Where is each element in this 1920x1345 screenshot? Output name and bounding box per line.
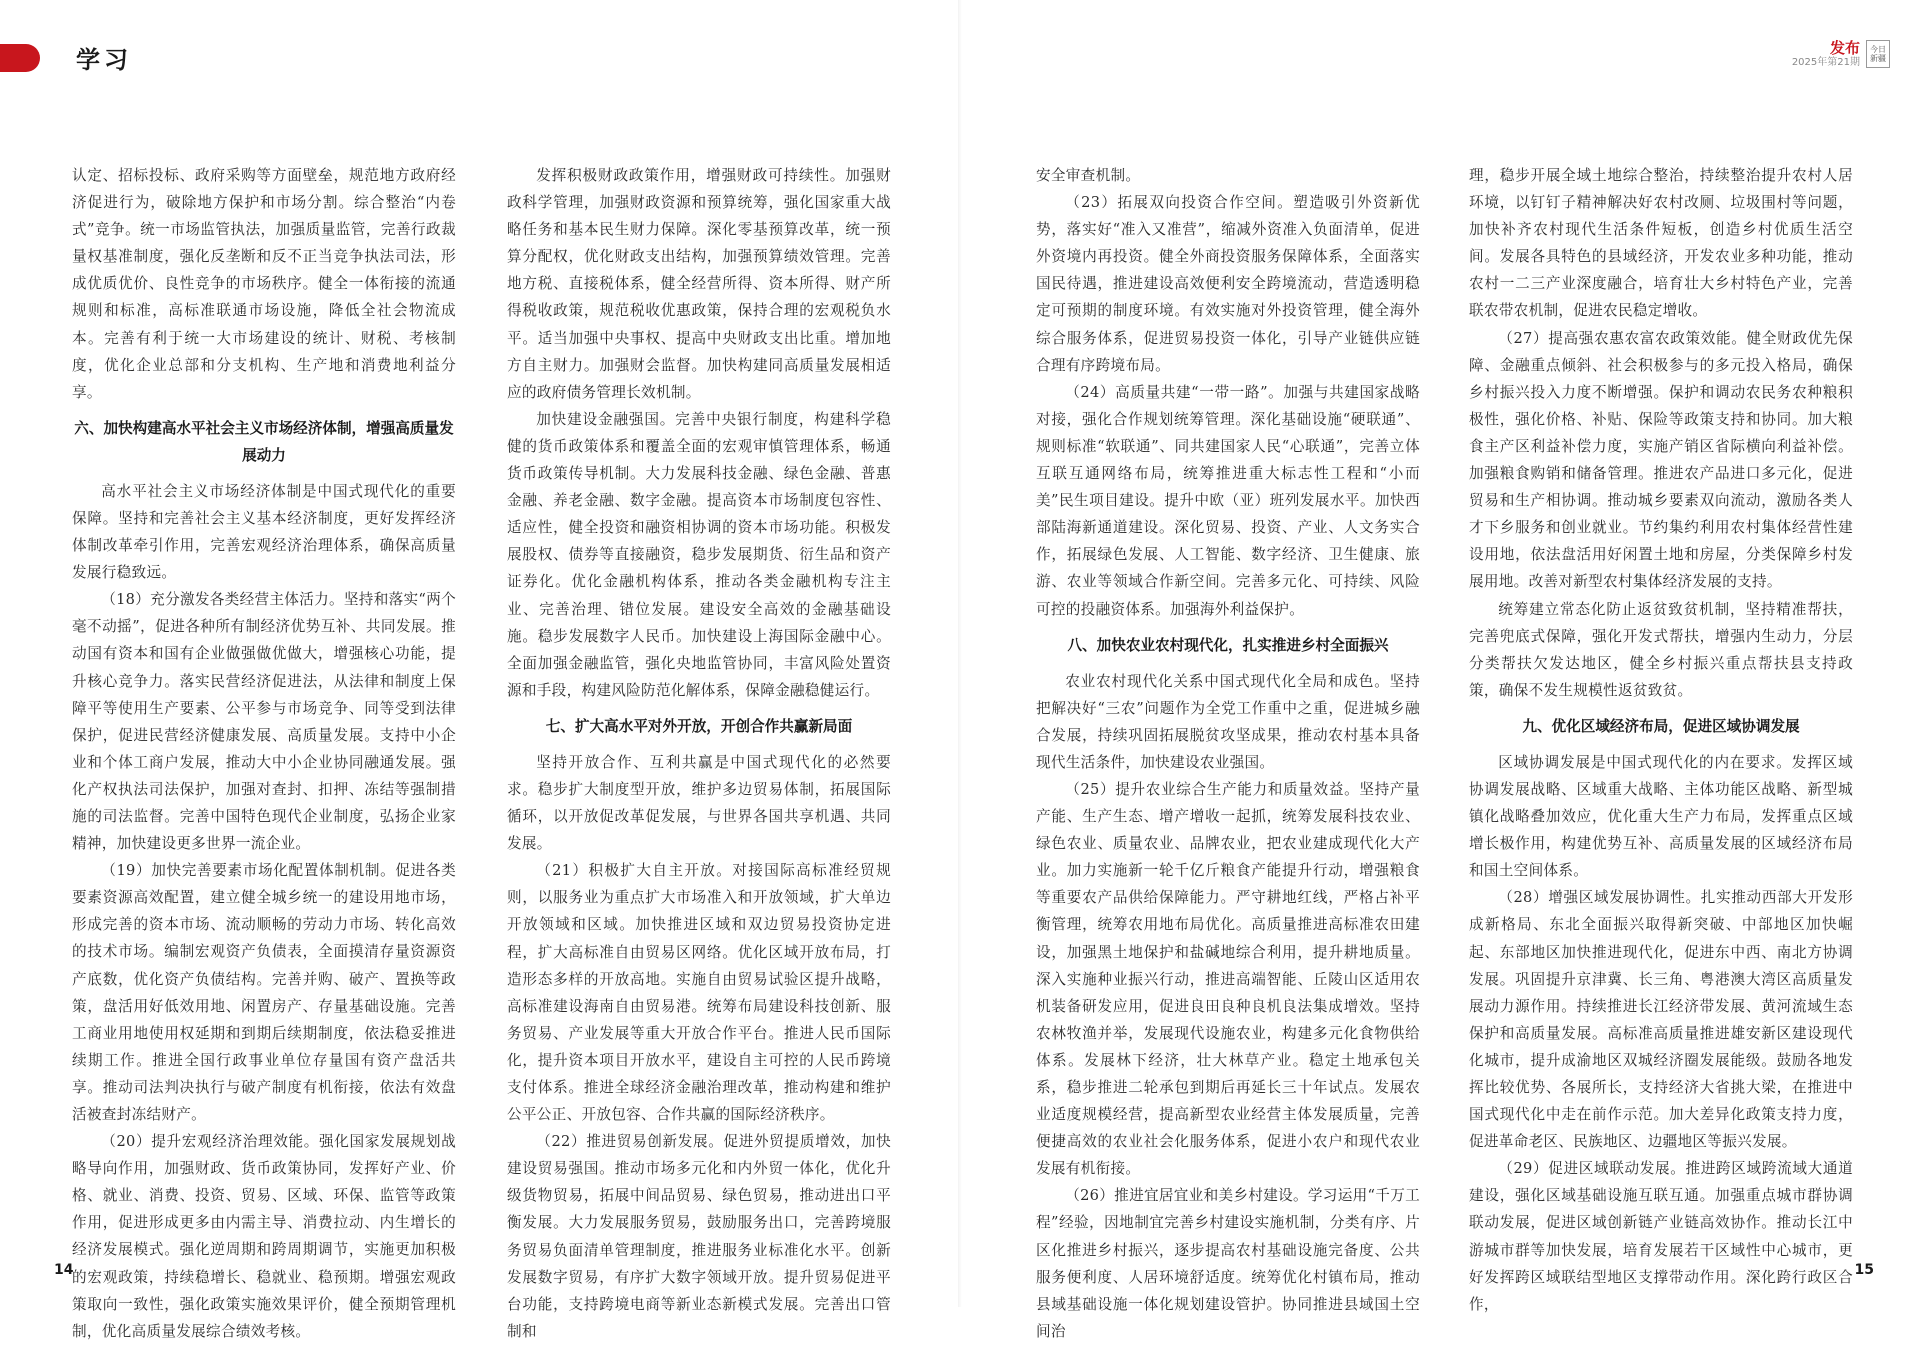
paragraph: 加快建设金融强国。完善中央银行制度，构建科学稳健的货币政策体系和覆盖全面的宏观审慎管理体系，畅通货币政策传导机制。大力发展科技金融、绿色金融、普惠金融、养老金融、数字金融。提高资本市场制度包容性、适应性，健全投资和融资相协调的资本市场功能。积极发展股权、债券等直接融资，稳步发展期货、衍生品和资产证券化。优化金融机构体系，推动各类金融机构专注主业、完善治理、错位发展。建设安全高效的金融基础设施。稳步发展数字人民币。加快建设上海国际金融中心。全面加强金融监管，强化央地监管协同，丰富风险处置资源和手段，构建风险防范化解体系，保障金融稳健运行。 (507, 410, 891, 699)
paragraph: 认定、招标投标、政府采购等方面壁垒，规范地方政府经济促进行为，破除地方保护和市场分割。综合整治“内卷式”竞争。统一市场监管执法，加强质量监管，完善行政裁量权基准制度，强化反垄断和反不正当竞争执法司法，形成优质优价、良性竞争的市场秩序。健全一体衔接的流通规则和标准，高标准联通市场设施，降低全社会物流成本。完善有利于统一大市场建设的统计、财税、考核制度，优化企业总部和分支机构、生产地和消费地利益分享。 (72, 167, 456, 401)
section-heading: 六、加快构建高水平社会主义市场经济体制，增强高质量发展动力 (74, 419, 454, 464)
paragraph: 理，稳步开展全域土地综合整治，持续整治提升农村人居环境，以钉钉子精神解决好农村改厕、垃圾围村等问题，加快补齐农村现代生活条件短板，创造乡村优质生活空间。发展各具特色的县域经济，开发农业多种功能，推动农村一二三产业深度融合，培育壮大乡村特色产业，完善联农带农机制，促进农民稳定增收。 (1469, 167, 1853, 320)
paragraph: 统筹建立常态化防止返贫致贫机制，坚持精准帮扶，完善兜底式保障，强化开发式帮扶，增强内生动力，分层分类帮扶欠发达地区，健全乡村振兴重点帮扶县支持政策，确保不发生规模性返贫致贫。 (1469, 600, 1853, 699)
paragraph: （28）增强区域发展协调性。扎实推动西部大开发形成新格局、东北全面振兴取得新突破、中部地区加快崛起、东部地区加快推进现代化，促进东中西、南北方协调发展。巩固提升京津冀、长三角、粤港澳大湾区高质量发展动力源作用。持续推进长江经济带发展、黄河流域生态保护和高质量发展。高标准高质量推进雄安新区建设现代化城市，提升成渝地区双城经济圈发展能级。鼓励各地发挥比较优势、各展所长，支持经济大省挑大梁，在推进中国式现代化中走在前作示范。加大差异化政策支持力度，促进革命老区、民族地区、边疆地区等振兴发展。 (1469, 889, 1853, 1151)
paragraph: （25）提升农业综合生产能力和质量效益。坚持产量产能、生产生态、增产增收一起抓，统筹发展科技农业、绿色农业、质量农业、品牌农业，把农业建成现代化大产业。加力实施新一轮千亿斤粮食产能提升行动，增强粮食等重要农产品供给保障能力。严守耕地红线，严格占补平衡管理，统筹农用地布局优化。高质量推进高标准农田建设，加强黑土地保护和盐碱地综合利用，提升耕地质量。深入实施种业振兴行动，推进高端智能、丘陵山区适用农机装备研发应用，促进良田良种良机良法集成增效。坚持农林牧渔并举，发展现代设施农业，构建多元化食物供给体系。发展林下经济，壮大林草产业。稳定土地承包关系，稳步推进二轮承包到期后再延长三十年试点。发展农业适度规模经营，提高新型农业经营主体发展质量，完善便捷高效的农业社会化服务体系，促进小农户和现代农业发展有机衔接。 (1036, 780, 1420, 1178)
paragraph: （22）推进贸易创新发展。促进外贸提质增效，加快建设贸易强国。推动市场多元化和内外贸一体化，优化升级货物贸易，拓展中间品贸易、绿色贸易，推动进出口平衡发展。大力发展服务贸易，鼓励服务出口，完善跨境服务贸易负面清单管理制度，推进服务业标准化水平。创新发展数字贸易，有序扩大数字领域开放。提升贸易促进平台功能，支持跨境电商等新业态新模式发展。完善出口管制和 (507, 1133, 891, 1340)
paragraph: （21）积极扩大自主开放。对接国际高标准经贸规则，以服务业为重点扩大市场准入和开放领域，扩大单边开放领域和区域。加快推进区域和双边贸易投资协定进程，扩大高标准自由贸易区网络。优化区域开放布局，打造形态多样的开放高地。实施自由贸易试验区提升战略，高标准建设海南自由贸易港。统筹布局建设科技创新、服务贸易、产业发展等重大开放合作平台。推进人民币国际化，提升资本项目开放水平，建设自主可控的人民币跨境支付体系。推进全球经济金融治理改革，推动构建和维护公平公正、开放包容、合作共赢的国际经济秩序。 (507, 862, 891, 1124)
paragraph: （27）提高强农惠农富农政策效能。健全财政优先保障、金融重点倾斜、社会积极参与的多元投入格局，确保乡村振兴投入力度不断增强。保护和调动农民务农种粮积极性，强化价格、补贴、保险等政策支持和协同。加大粮食主产区利益补偿力度，实施产销区省际横向利益补偿。加强粮食购销和储备管理。推进农产品进口多元化，促进贸易和生产相协调。推动城乡要素双向流动，激励各类人才下乡服务和创业就业。节约集约利用农村集体经营性建设用地，依法盘活用好闲置土地和房屋，分类保障乡村发展用地。改善对新型农村集体经济发展的支持。 (1469, 329, 1853, 591)
section-heading: 八、加快农业农村现代化，扎实推进乡村全面振兴 (1067, 636, 1389, 654)
text-column-1 (72, 162, 456, 1340)
paragraph: （20）提升宏观经济治理效能。强化国家发展规划战略导向作用，加强财政、货币政策协同，发挥好产业、价格、就业、消费、投资、贸易、区域、环保、监管等政策作用，促进形成更多由内需主导、消费拉动、内生增长的经济发展模式。强化逆周期和跨周期调节，实施更加积极的宏观政策，持续稳增长、稳就业、稳预期。增强宏观政策取向一致性，强化政策实施效果评价，健全预期管理机制，优化高质量发展综合绩效考核。 (72, 1133, 456, 1340)
paragraph: 农业农村现代化关系中国式现代化全局和成色。坚持把解决好“三农”问题作为全党工作重中之重，促进城乡融合发展，持续巩固拓展脱贫攻坚成果，推动农村基本具备现代生活条件，加快建设农业强国。 (1036, 672, 1420, 771)
paragraph: 坚持开放合作、互利共赢是中国式现代化的必然要求。稳步扩大制度型开放，维护多边贸易体制，拓展国际循环，以开放促改革促发展，与世界各国共享机遇、共同发展。 (507, 753, 891, 853)
section-title: 学习 (76, 46, 132, 74)
section-heading: 九、优化区域经济布局，促进区域协调发展 (1522, 717, 1800, 735)
section-marker (0, 44, 40, 72)
text-column-2 (507, 162, 891, 1340)
paragraph: 高水平社会主义市场经济体制是中国式现代化的重要保障。坚持和完善社会主义基本经济制度，更好发挥经济体制改革牵引作用，完善宏观经济治理体系，确保高质量发展行稳致远。 (72, 482, 456, 582)
paragraph: 发挥积极财政政策作用，增强财政可持续性。加强财政科学管理，加强财政资源和预算统筹，强化国家重大战略任务和基本民生财力保障。深化零基预算改革，统一预算分配权，优化财政支出结构，加强预算绩效管理。完善地方税、直接税体系，健全经营所得、资本所得、财产所得税收政策，规范税收优惠政策，保持合理的宏观税负水平。适当加强中央事权、提高中央财政支出比重。增加地方自主财力。加强财会监督。加快构建同高质量发展相适应的政府债务管理长效机制。 (507, 167, 891, 401)
paragraph: 安全审查机制。 (1036, 167, 1141, 184)
text-column-4 (1469, 162, 1853, 1313)
paragraph: （24）高质量共建“一带一路”。加强与共建国家战略对接，强化合作规划统筹管理。深化基础设施“硬联通”、规则标准“软联通”、同共建国家人民“心联通”，完善立体互联互通网络布局，统筹推进重大标志性工程和“小而美”民生项目建设。提升中欧（亚）班列发展水平。加快西部陆海新通道建设。深化贸易、投资、产业、人文务实合作，拓展绿色发展、人工智能、数字经济、卫生健康、旅游、农业等领域合作新空间。完善多元化、可持续、风险可控的投融资体系。加强海外利益保护。 (1036, 383, 1420, 618)
page-number-left: 14 (54, 1262, 74, 1278)
paragraph: （26）推进宜居宜业和美乡村建设。学习运用“千万工程”经验，因地制宜完善乡村建设实施机制，分类有序、片区化推进乡村振兴，逐步提高农村基础设施完备度、公共服务便利度、人居环境舒适度。统筹优化村镇布局，推动县域基础设施一体化规划建设管护。协同推进县域国土空间治 (1036, 1187, 1420, 1340)
publication-brand (1792, 40, 1890, 69)
page-number-right: 15 (1854, 1262, 1874, 1278)
issue-number: 2025年第21期 (1791, 57, 1860, 68)
paragraph: 区域协调发展是中国式现代化的内在要求。发挥区域协调发展战略、区域重大战略、主体功能区战略、新型城镇化战略叠加效应，优化重大生产力布局，发挥重点区域增长极作用，构建优势互补、高质量发展的区域经济布局和国土空间体系。 (1469, 753, 1853, 880)
text-column-3 (1036, 162, 1420, 1340)
logo-icon: 今日新疆 (1866, 40, 1890, 68)
paragraph: （23）拓展双向投资合作空间。塑造吸引外资新优势，落实好“准入又准营”，缩减外资准入负面清单，促进外资境内再投资。健全外商投资服务保障体系，全面落实国民待遇，推进建设高效便利安全跨境流动，营造透明稳定可预期的制度环境。有效实施对外投资管理，健全海外综合服务体系，促进贸易投资一体化，引导产业链供应链合理有序跨境布局。 (1036, 194, 1420, 374)
paragraph: （19）加快完善要素市场化配置体制机制。促进各类要素资源高效配置，建立健全城乡统一的建设用地市场，形成完善的资本市场、流动顺畅的劳动力市场、转化高效的技术市场。编制宏观资产负债表，全面摸清存量资源资产底数，优化资产负债结构。完善并购、破产、置换等政策，盘活用好低效用地、闲置房产、存量基础设施。完善工商业用地使用权延期和到期后续期制度，依法稳妥推进续期工作。推进全国行政事业单位存量国有资产盘活共享。推动司法判决执行与破产制度有机衔接，依法有效盘活被查封冻结财产。 (72, 862, 456, 1123)
paragraph: （29）促进区域联动发展。推进跨区域跨流域大通道建设，强化区域基础设施互联互通。加强重点城市群协调联动发展，促进区域创新链产业链高效协作。推动长江中游城市群等加快发展，培育发展若干区域性中心城市，更好发挥跨区域联结型地区支撑带动作用。深化跨行政区合作， (1469, 1160, 1853, 1313)
brand-name: 发布 (1829, 39, 1860, 57)
section-heading: 七、扩大高水平对外开放，开创合作共赢新局面 (545, 717, 853, 735)
paragraph: （18）充分激发各类经营主体活力。坚持和落实“两个毫不动摇”，促进各种所有制经济优势互补、共同发展。推动国有资本和国有企业做强做优做大，增强核心功能，提升核心竞争力。落实民营经济促进法，从法律和制度上保障平等使用生产要素、公平参与市场竞争、同等受到法律保护，促进民营经济健康发展、高质量发展。支持中小企业和个体工商户发展，推动大中小企业协同融通发展。强化产权执法司法保护，加强对查封、扣押、冻结等强制措施的司法监督。完善中国特色现代企业制度，弘扬企业家精神，加快建设更多世界一流企业。 (72, 591, 456, 853)
